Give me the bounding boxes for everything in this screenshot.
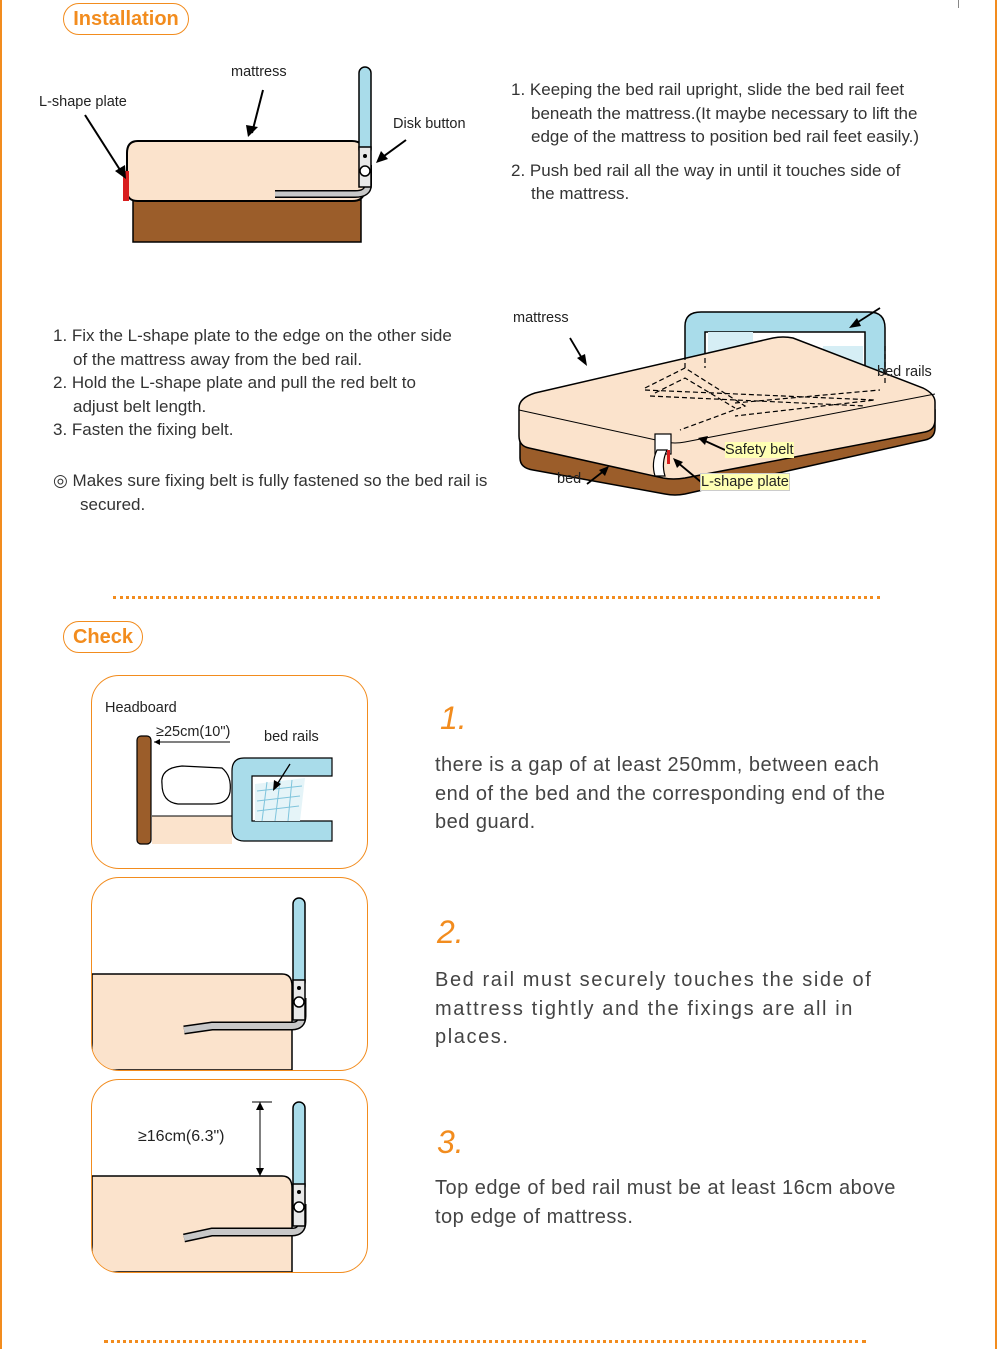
label-lshape-1: L-shape plate — [39, 94, 127, 110]
step-b-3: 3. Fasten the fixing belt. — [53, 420, 234, 439]
check-tag: Check — [63, 621, 143, 653]
check-number-1: 1. — [440, 700, 467, 736]
rail-touch-diagram — [92, 878, 367, 1070]
left-border-line — [0, 0, 2, 1349]
section-divider-2 — [104, 1340, 866, 1343]
label-disk-button: Disk button — [393, 116, 466, 132]
label-gap-25cm: ≥25cm(10") — [156, 724, 231, 740]
check-card-1 — [91, 675, 368, 869]
label-height-16cm: ≥16cm(6.3") — [138, 1128, 225, 1145]
check-text-3: Top edge of bed rail must be at least 16cm above top edge of mattress. — [435, 1177, 896, 1228]
perspective-diagram — [505, 298, 945, 528]
check-card-3 — [91, 1079, 368, 1273]
bed-shape — [133, 200, 361, 242]
label-bed-rails-2: bed rails — [877, 364, 932, 380]
check-number-2: 2. — [437, 914, 464, 950]
steps-b-list — [53, 324, 463, 442]
section-divider-1 — [113, 596, 880, 599]
check-text-1: there is a gap of at least 250mm, between each end of the bed and the corresponding end of the bed guard. — [435, 754, 886, 833]
disk-button-shape — [360, 166, 370, 176]
label-headboard: Headboard — [105, 700, 177, 716]
step-b-1: 1. Fix the L-shape plate to the edge on the other side of the mattress away from the bed rail. — [53, 326, 452, 369]
installation-tag: Installation — [63, 3, 189, 35]
label-bed-rails-card: bed rails — [264, 729, 319, 745]
top-tick — [958, 0, 959, 8]
label-lshape-2: L-shape plate — [701, 474, 789, 490]
step-b-2: 2. Hold the L-shape plate and pull the red belt to adjust belt length. — [53, 373, 416, 416]
check-card-2 — [91, 877, 368, 1071]
check-number-3: 3. — [437, 1124, 464, 1160]
rail-height-diagram — [92, 1080, 367, 1272]
right-border-line — [995, 0, 997, 1349]
side-view-diagram — [30, 55, 490, 255]
label-safety-belt: Safety belt — [725, 442, 794, 458]
label-mattress-1: mattress — [231, 64, 287, 80]
check-text-2: Bed rail must securely touches the side of mattress tightly and the fixings are all in places. — [435, 969, 873, 1048]
label-bed-2: bed — [557, 471, 582, 487]
rail-post-shape — [359, 67, 371, 155]
step-a-2: 2. Push bed rail all the way in until it touches side of the mattress. — [511, 160, 901, 203]
steps-a-list — [511, 78, 921, 216]
step-a-1: 1. Keeping the bed rail upright, slide the bed rail feet beneath the mattress.(It maybe necessary to lift the edge of the mattress to position bed rail feet easily.) — [511, 80, 920, 146]
label-mattress-2: mattress — [513, 310, 569, 326]
fastening-note: ◎ Makes sure fixing belt is fully fastened so the bed rail is secured. — [53, 471, 488, 514]
